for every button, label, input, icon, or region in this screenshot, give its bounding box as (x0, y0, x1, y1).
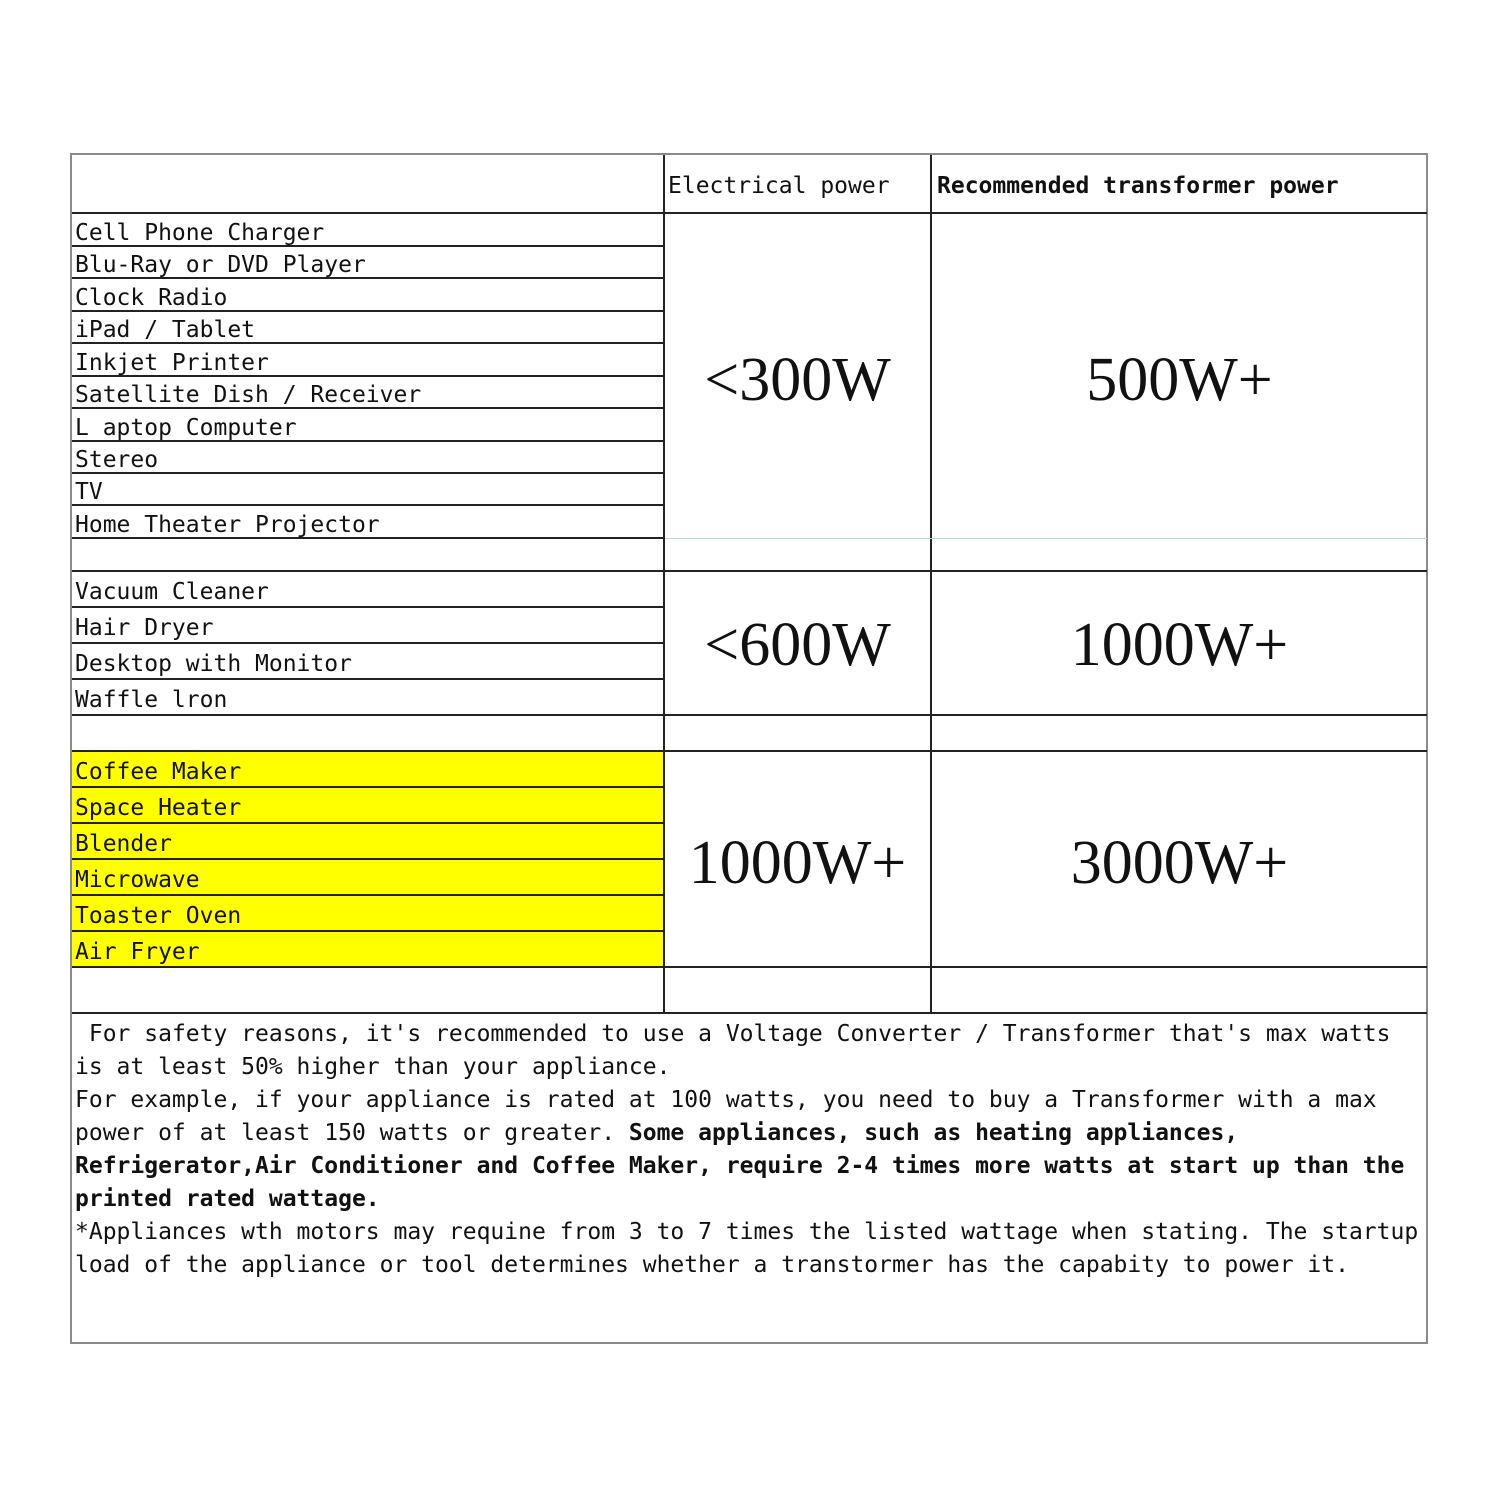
note-warning-text: Some appliances, such as heating appliances, Refrigerator,Air Conditioner and Coffee Maker, require 2-4 times more watts at start up than the printed rated wattage. (75, 1120, 1405, 1212)
list-item: Cell Phone Charger (75, 220, 325, 246)
list-item: Hair Dryer (75, 615, 214, 641)
note-example-text: For example, if your appliance is rated at 100 watts, you need to buy a Transformer with a max power of at least 150 watts or greater. (75, 1087, 1377, 1146)
list-item: Satellite Dish / Receiver (75, 382, 422, 408)
header-electrical-power: Electrical power (668, 173, 890, 199)
electrical-value-1: <300W (704, 346, 891, 414)
electrical-value-2: <600W (704, 611, 891, 679)
faint-rule (665, 538, 1427, 539)
list-item: Clock Radio (75, 285, 228, 311)
list-item-highlighted: Coffee Maker (75, 759, 242, 785)
list-item-highlighted: Blender (75, 831, 172, 857)
list-item-highlighted: Microwave (75, 867, 200, 893)
note-paragraph-3: *Appliances wth motors may requine from 3 to 7 times the listed wattage when stating. The startup load of the appliance or tool determines whether a transtormer has the capabity to power it. (75, 1219, 1419, 1278)
recommended-value-3: 3000W+ (1070, 829, 1289, 897)
list-item: TV (75, 479, 103, 505)
list-item: Desktop with Monitor (75, 651, 352, 677)
list-item: Stereo (75, 447, 159, 473)
group-rule (72, 570, 1427, 572)
header-rule (72, 212, 1427, 214)
list-item: Home Theater Projector (75, 512, 380, 538)
list-item-highlighted: Air Fryer (75, 939, 200, 965)
list-item-highlighted: Space Heater (75, 795, 242, 821)
list-item: Inkjet Printer (75, 350, 269, 376)
header-recommended-power: Recommended transformer power (937, 173, 1339, 199)
recommended-value-2: 1000W+ (1070, 611, 1289, 679)
list-item: Blu-Ray or DVD Player (75, 252, 366, 278)
notes-rule (72, 1012, 1427, 1014)
list-item: Waffle lron (75, 687, 228, 713)
electrical-value-3: 1000W+ (688, 829, 907, 897)
list-item-highlighted: Toaster Oven (75, 903, 242, 929)
note-paragraph-2 (75, 1084, 1425, 1216)
note-paragraph-1: For safety reasons, it's recommended to use a Voltage Converter / Transformer that's max watts is at least 50% higher than your appliance. (75, 1021, 1405, 1080)
list-item: Vacuum Cleaner (75, 579, 269, 605)
group-rule (72, 750, 1427, 752)
list-item: L aptop Computer (75, 415, 297, 441)
safety-notes (75, 1018, 1425, 1282)
recommended-value-1: 500W+ (1086, 346, 1273, 414)
list-item: iPad / Tablet (75, 317, 256, 343)
